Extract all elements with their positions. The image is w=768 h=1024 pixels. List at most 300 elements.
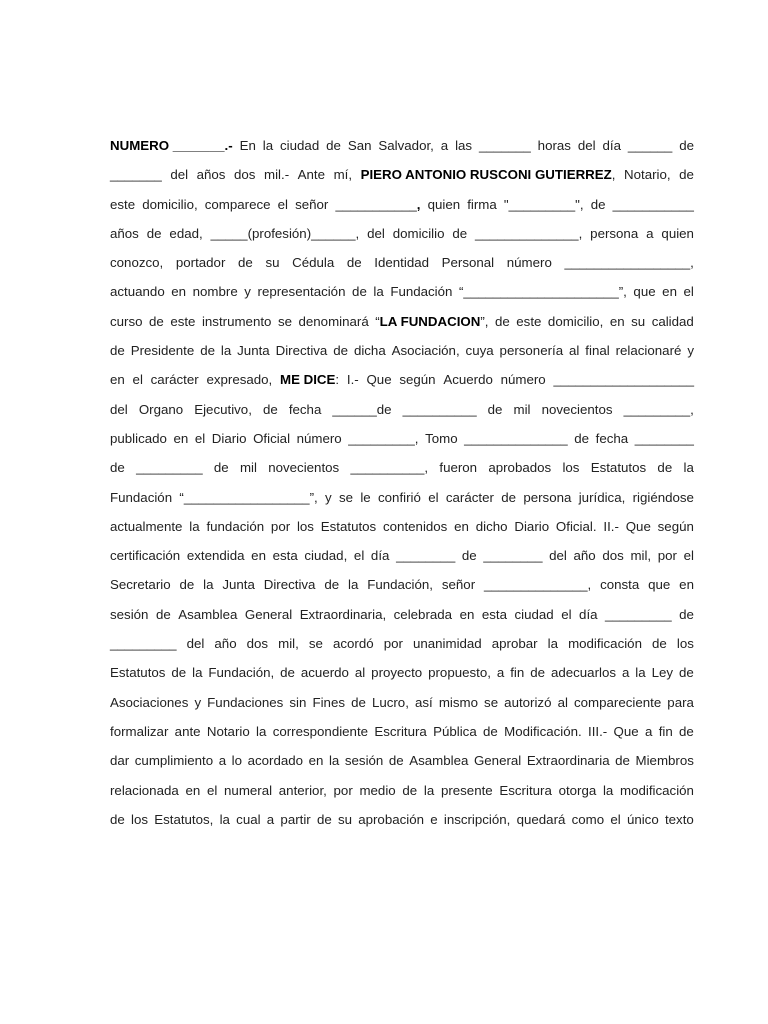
text-word <box>677 629 694 658</box>
text-span: otorga <box>558 782 597 798</box>
text-word <box>464 424 568 453</box>
text-word <box>424 776 434 805</box>
text-span: de <box>351 694 366 710</box>
text-span: los <box>131 811 149 827</box>
text-word <box>361 160 616 189</box>
text-word <box>268 453 339 482</box>
text-span: Escritura <box>499 782 552 798</box>
text-word <box>273 717 368 746</box>
text-span: instrumento <box>201 313 272 329</box>
text-word <box>240 453 257 482</box>
text-word <box>455 131 472 160</box>
text-span: aprobados <box>488 460 552 476</box>
text-word <box>309 629 323 658</box>
text-word <box>553 365 694 394</box>
text-span: los <box>676 636 694 652</box>
text-span: “_____________________”, <box>459 284 627 300</box>
text-span: inscripción, <box>443 811 511 827</box>
text-span: Tomo <box>425 430 458 446</box>
text-word <box>484 688 498 717</box>
text-word <box>441 776 493 805</box>
text-span: de <box>155 606 171 622</box>
text-word <box>602 541 623 570</box>
text-word <box>258 277 346 306</box>
text-span: curso <box>110 313 143 329</box>
text-word <box>394 600 452 629</box>
text-span: denominará <box>298 313 369 329</box>
text-word <box>495 307 510 336</box>
text-span: de <box>316 811 332 827</box>
text-span: del <box>110 401 128 417</box>
text-span: dicha <box>353 343 386 359</box>
text-word <box>439 453 477 482</box>
text-word <box>443 365 493 394</box>
text-word <box>206 365 272 394</box>
text-word <box>510 658 524 687</box>
text-span: de <box>262 401 278 417</box>
text-span: texto <box>664 811 694 827</box>
text-span: del <box>170 167 189 183</box>
text-word <box>396 541 455 570</box>
text-word <box>684 277 694 306</box>
text-word <box>297 424 342 453</box>
text-span: mil, <box>278 636 299 652</box>
text-word <box>131 336 195 365</box>
text-span: Diario <box>211 430 247 446</box>
text-word <box>652 658 673 687</box>
text-word <box>624 160 671 189</box>
text-word <box>214 453 229 482</box>
bold-text: , <box>416 196 421 212</box>
text-span: de <box>171 665 187 681</box>
text-word <box>339 483 353 512</box>
text-span: Presidente <box>130 343 195 359</box>
text-span: contenidos <box>383 518 448 534</box>
text-word <box>110 277 165 306</box>
text-word <box>548 629 558 658</box>
text-span: mí, <box>333 167 353 183</box>
text-span: este <box>110 196 136 212</box>
text-span: final <box>585 343 610 359</box>
text-span: de <box>146 225 162 241</box>
text-span: carácter <box>445 489 494 505</box>
text-span: partir <box>280 811 311 827</box>
text-word <box>444 805 511 834</box>
text-word <box>110 395 128 424</box>
text-word <box>371 541 390 570</box>
text-word <box>326 131 341 160</box>
text-span: la <box>683 460 694 476</box>
text-span: Estatutos <box>110 665 166 681</box>
text-word <box>488 395 503 424</box>
text-span: , <box>611 167 616 183</box>
text-span: de <box>352 284 367 300</box>
text-word <box>334 160 352 189</box>
text-word <box>280 805 310 834</box>
text-span: domicilio, <box>142 196 198 212</box>
text-word <box>338 805 352 834</box>
text-span: jurídica, <box>578 489 626 505</box>
text-word <box>110 570 171 599</box>
text-span: la <box>373 284 384 300</box>
text-span: Que <box>366 372 392 388</box>
text-span: Secretario <box>110 577 171 593</box>
text-word <box>497 658 504 687</box>
text-word <box>626 512 651 541</box>
document-line <box>110 277 694 306</box>
text-word <box>372 688 409 717</box>
document-line <box>110 483 694 512</box>
text-word <box>264 160 289 189</box>
text-span: el <box>610 811 621 827</box>
text-word <box>324 570 339 599</box>
text-word <box>169 219 202 248</box>
document-line <box>110 307 694 336</box>
text-word <box>452 219 467 248</box>
text-word <box>136 453 203 482</box>
text-word <box>679 600 694 629</box>
text-span: Modificación. <box>504 723 582 739</box>
bold-text: NUMERO _______.- <box>110 138 233 153</box>
text-word <box>558 688 568 717</box>
text-word <box>345 746 383 775</box>
text-word <box>300 600 386 629</box>
text-span: modificación <box>568 636 642 652</box>
text-span: fin <box>658 723 673 739</box>
text-span: Extraordinaria <box>526 753 610 769</box>
document-line <box>110 365 694 394</box>
text-span: de <box>615 753 630 769</box>
text-span: _________________, <box>564 255 694 271</box>
text-span: y <box>325 489 332 505</box>
text-word <box>574 541 596 570</box>
text-span: Junta <box>222 577 255 593</box>
text-word <box>373 277 383 306</box>
text-span: medio <box>359 782 396 798</box>
text-span: en <box>308 753 324 769</box>
text-span: Organo <box>138 401 184 417</box>
text-span: de <box>530 665 546 681</box>
text-word <box>176 248 226 277</box>
text-word <box>298 160 325 189</box>
text-span: en <box>185 782 201 798</box>
text-span: cuya <box>465 343 494 359</box>
text-word <box>413 629 482 658</box>
text-span: novecientos <box>268 460 340 476</box>
text-word <box>110 658 165 687</box>
text-span: así <box>414 694 433 710</box>
text-word <box>588 717 607 746</box>
text-span: año <box>573 548 596 564</box>
text-span: de <box>574 430 590 446</box>
text-span: Notario, <box>624 167 671 183</box>
text-span: la <box>262 138 274 153</box>
text-span: por <box>333 782 353 798</box>
text-word <box>131 805 148 834</box>
text-word <box>110 483 172 512</box>
text-span: de <box>110 460 125 476</box>
text-span: representación <box>257 284 346 300</box>
document-line <box>110 688 694 717</box>
text-span: formalizar <box>110 723 169 739</box>
text-span: en <box>171 284 187 300</box>
text-word <box>425 424 458 453</box>
text-span: III.- <box>588 723 608 739</box>
text-span: la <box>192 665 203 681</box>
text-span: persona <box>523 489 572 505</box>
text-span: aprobación <box>358 811 425 827</box>
text-word <box>354 336 386 365</box>
text-word <box>667 688 694 717</box>
text-span: acuerdo <box>300 665 349 681</box>
text-span: extendida <box>186 548 245 564</box>
text-word <box>354 541 364 570</box>
text-word <box>280 131 319 160</box>
text-span: sesión <box>344 753 384 769</box>
text-word <box>147 219 162 248</box>
text-word <box>347 365 359 394</box>
text-span: Fundación <box>110 489 173 505</box>
text-span: edad, <box>169 225 203 241</box>
text-word <box>620 776 694 805</box>
text-word <box>523 483 571 512</box>
text-span: de <box>590 196 606 212</box>
text-word <box>616 336 682 365</box>
text-span: la <box>347 577 359 593</box>
text-span: fecha <box>595 430 629 446</box>
text-word <box>504 688 551 717</box>
text-word <box>467 190 497 219</box>
text-word <box>591 190 606 219</box>
text-span: personería <box>499 343 564 359</box>
text-span: su <box>631 313 646 329</box>
text-span: Salvador, <box>378 138 434 153</box>
text-span: la <box>189 518 200 534</box>
text-span: ”, <box>480 313 489 329</box>
document-line <box>110 219 694 248</box>
text-span: ______________ <box>464 430 568 446</box>
text-word <box>630 541 651 570</box>
text-span: de <box>388 753 404 769</box>
text-span: Junta <box>237 343 270 359</box>
text-span: esta <box>272 548 298 564</box>
text-word <box>501 365 546 394</box>
text-word <box>658 541 677 570</box>
text-word <box>334 776 353 805</box>
text-span: _________, <box>623 401 694 417</box>
text-span: sin <box>289 694 307 710</box>
text-word <box>561 600 571 629</box>
text-span: _______ <box>478 138 531 153</box>
document-line <box>110 658 694 687</box>
text-word <box>514 395 531 424</box>
text-span: la <box>328 753 340 769</box>
text-span: ciudad, <box>304 548 348 564</box>
text-span: Extraordinaria, <box>299 606 387 622</box>
text-span: de <box>149 313 164 329</box>
text-span: mil <box>513 401 531 417</box>
text-word <box>652 629 667 658</box>
text-span: el <box>428 489 439 505</box>
text-span: Estatutos <box>320 518 377 534</box>
text-span: Asamblea <box>409 753 469 769</box>
text-word <box>392 336 460 365</box>
text-word <box>110 131 233 160</box>
text-span: Fundación <box>390 284 453 300</box>
text-span: Cédula <box>292 255 335 271</box>
text-span: modificación <box>620 782 694 798</box>
text-span: a <box>496 665 505 681</box>
text-word <box>253 424 290 453</box>
text-word <box>504 190 584 219</box>
text-span: años <box>110 225 139 241</box>
document-line <box>110 541 694 570</box>
text-span: nombre <box>192 284 238 300</box>
text-word <box>562 453 579 482</box>
text-span: horas <box>537 138 571 153</box>
text-span: calidad <box>651 313 694 329</box>
text-span: domicilio, <box>547 313 604 329</box>
text-word <box>110 365 125 394</box>
text-span: relacionada <box>110 782 179 798</box>
text-span: en <box>662 284 677 300</box>
text-word <box>276 336 328 365</box>
text-word <box>488 453 551 482</box>
text-span: confirió <box>378 489 421 505</box>
text-span: se <box>308 636 323 652</box>
text-span: _________ <box>605 606 672 622</box>
text-span: ________ <box>483 548 543 564</box>
text-word <box>110 776 179 805</box>
text-word <box>355 658 365 687</box>
text-span: número <box>506 255 552 271</box>
text-span: acordó <box>332 636 374 652</box>
text-word <box>110 629 177 658</box>
text-span: Personal <box>441 255 495 271</box>
text-span: ______________, <box>475 225 583 241</box>
text-span: Estatutos, <box>154 811 214 827</box>
text-word <box>578 131 596 160</box>
text-word <box>378 131 433 160</box>
text-span: ciudad <box>514 606 554 622</box>
text-word <box>596 424 629 453</box>
text-span: de <box>402 782 418 798</box>
text-word <box>174 424 189 453</box>
text-word <box>333 336 348 365</box>
text-word <box>351 688 366 717</box>
text-word <box>179 570 194 599</box>
text-span: en <box>454 518 469 534</box>
text-span: cumplimiento <box>134 753 214 769</box>
text-word <box>200 336 215 365</box>
text-span: de <box>679 606 694 622</box>
text-word <box>278 307 292 336</box>
text-span: correspondiente <box>272 723 369 739</box>
text-word <box>527 746 610 775</box>
text-span: "_________", <box>503 196 584 212</box>
text-span: relacionaré <box>615 343 682 359</box>
text-span: en <box>609 313 625 329</box>
text-word <box>433 717 477 746</box>
document-body <box>110 131 694 834</box>
text-span: En <box>239 138 256 153</box>
text-span: el <box>194 430 206 446</box>
text-word <box>280 365 339 394</box>
text-span: e <box>430 811 438 827</box>
text-word <box>135 746 213 775</box>
text-word <box>665 805 694 834</box>
text-span: Fundación, <box>208 665 275 681</box>
text-span: en <box>251 548 266 564</box>
text-word <box>439 688 478 717</box>
text-span: a <box>644 723 653 739</box>
text-word <box>292 248 334 277</box>
text-span: señor <box>441 577 476 593</box>
text-word <box>263 131 273 160</box>
text-span: el <box>277 196 288 212</box>
text-span: los <box>296 518 314 534</box>
text-word <box>211 219 360 248</box>
text-word <box>189 512 199 541</box>
text-word <box>579 600 598 629</box>
text-span: __________ <box>402 401 477 417</box>
text-word <box>517 805 566 834</box>
text-span: de <box>110 343 125 359</box>
text-span: quien <box>427 196 461 212</box>
text-span: Que <box>613 723 639 739</box>
text-word <box>568 629 642 658</box>
text-span: de <box>483 723 498 739</box>
text-word <box>600 570 639 599</box>
text-word <box>624 395 694 424</box>
text-span: la <box>635 665 646 681</box>
text-word <box>263 395 278 424</box>
text-span: Directiva <box>275 343 328 359</box>
text-word <box>466 336 494 365</box>
text-span: ___________ <box>612 196 694 212</box>
text-word <box>295 190 328 219</box>
text-word <box>321 512 376 541</box>
text-word <box>393 219 445 248</box>
text-word <box>279 776 327 805</box>
text-span: “_________________”, <box>179 489 318 505</box>
text-word <box>197 160 226 189</box>
text-word <box>251 541 266 570</box>
text-word <box>635 424 694 453</box>
text-word <box>549 541 567 570</box>
text-span: dicho <box>475 518 508 534</box>
text-word <box>359 776 395 805</box>
text-span: de <box>238 255 253 271</box>
text-word <box>378 483 421 512</box>
text-span: le <box>360 489 371 505</box>
text-word <box>551 658 616 687</box>
text-word <box>110 453 125 482</box>
text-word <box>170 160 188 189</box>
text-word <box>220 805 230 834</box>
text-word <box>256 717 266 746</box>
text-word <box>219 746 226 775</box>
text-span: al <box>557 694 568 710</box>
text-span: de <box>679 723 694 739</box>
text-word <box>301 658 349 687</box>
text-span: según <box>657 518 694 534</box>
text-span: lo <box>231 753 243 769</box>
text-word <box>237 336 270 365</box>
text-word <box>542 395 613 424</box>
text-word <box>170 307 195 336</box>
text-span: rigiéndose <box>632 489 694 505</box>
